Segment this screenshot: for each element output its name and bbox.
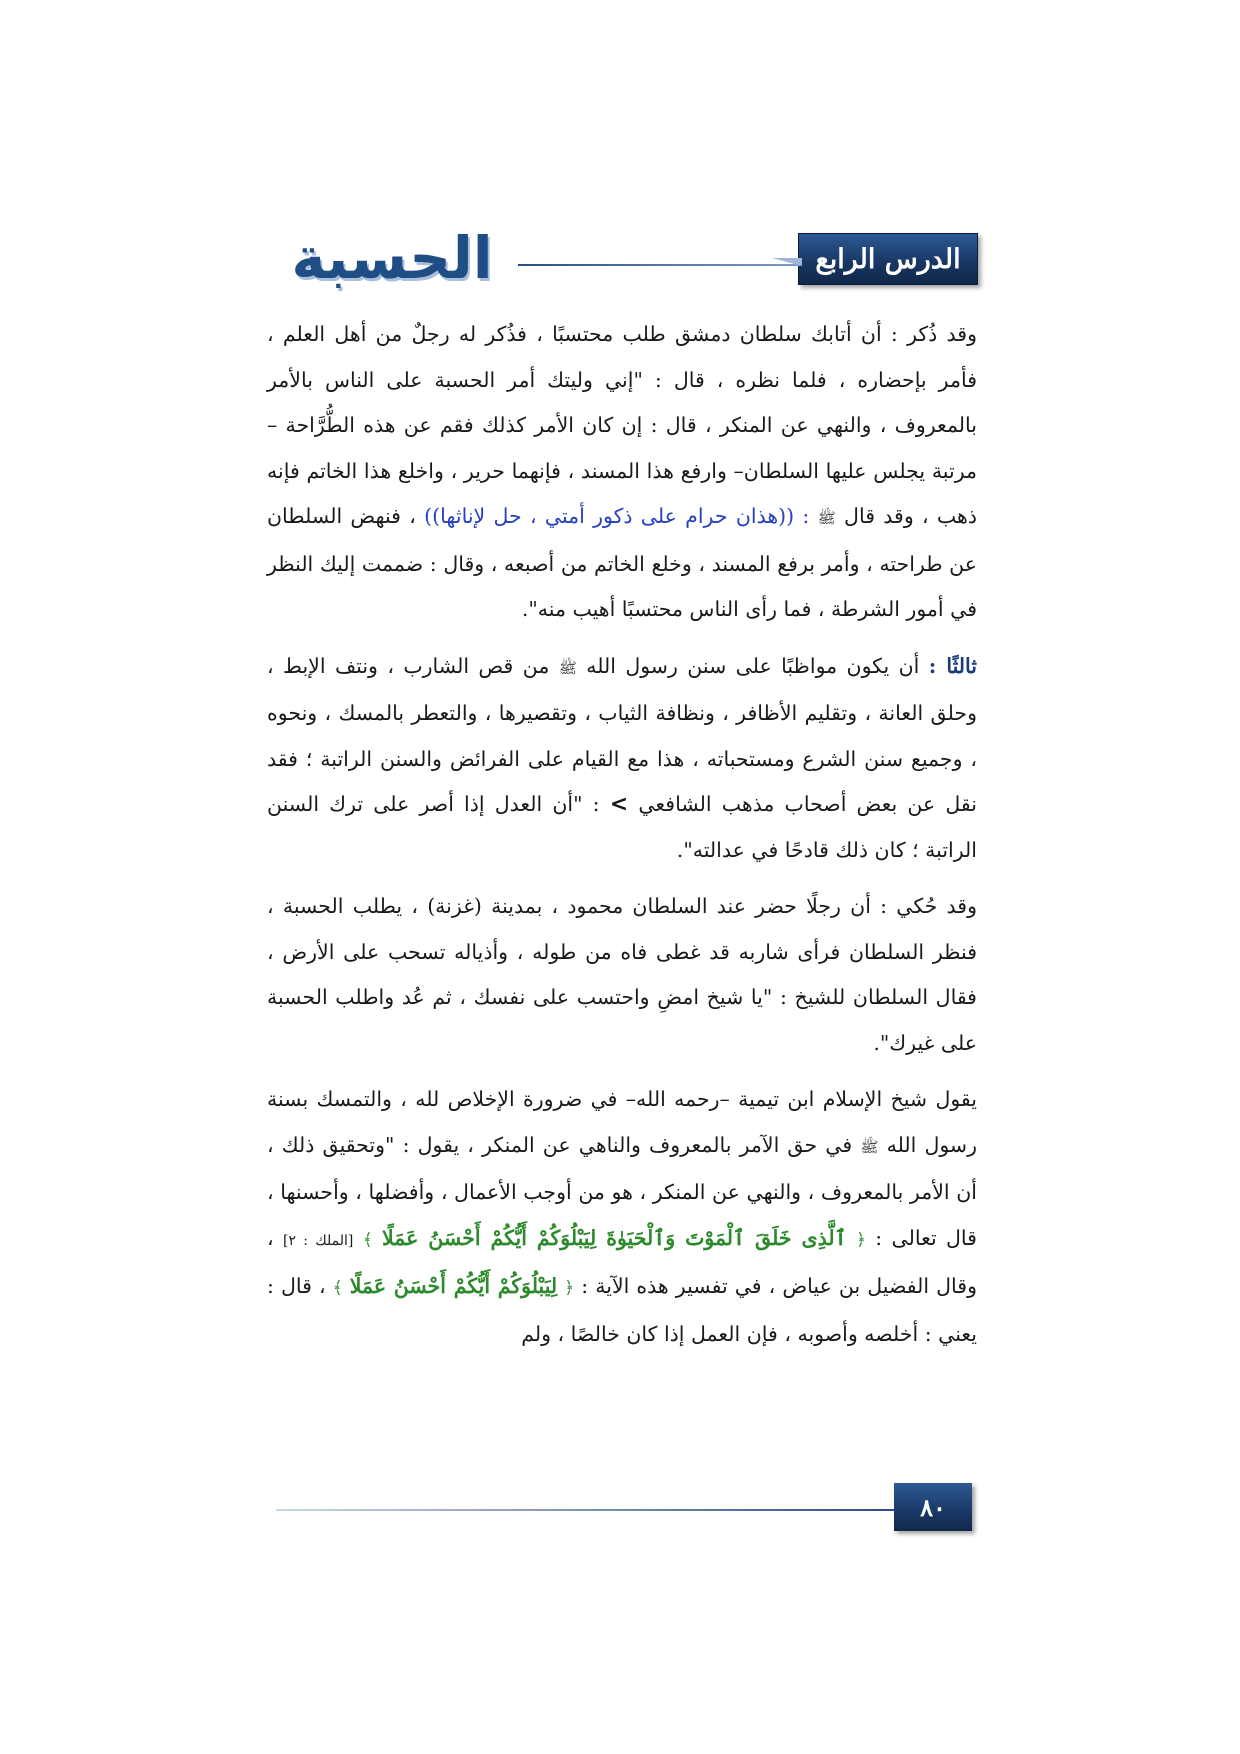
p2-text-1: أن يكون مواظبًا على سنن رسول الله bbox=[586, 653, 920, 678]
salawat-symbol: ﷺ bbox=[817, 509, 836, 527]
document-body bbox=[267, 312, 977, 1357]
p1-text-before: وقد ذُكر : أن أتابك سلطان دمشق طلب محتسبًا ، فذُكر له رجلٌ من أهل العلم ، فأمر بإحضاره ، فلما نظره ، قال : "إني وليتك أمر الحسبة على الناس بالأمر بالمعروف ، والنهي عن المنكر ، قال : إن كان الأمر كذلك فقم عن هذه الطُّرَّاحة –مرتبة يجلس عليها السلطان– وارفع هذا المسند ، فإنهما حرير ، واخلع هذا الخاتم فإنه ذهب ، وقد قال bbox=[267, 322, 977, 528]
p2-text-3: : "أن العدل إذا أصر على ترك السنن الراتبة ؛ كان ذلك قادحًا في عدالته". bbox=[267, 792, 977, 862]
p3-text: وقد حُكي : أن رجلًا حضر عند السلطان محمود ، بمدينة (غزنة) ، يطلب الحسبة ، فنظر السلطان فرأى شاربه قد غطى فاه من طوله ، وأذياله تسحب على الأرض ، فقال السلطان للشيخ : "يا شيخ امضِ واحتسب على نفسك ، ثم عُد واطلب الحسبة على غيرك". bbox=[267, 894, 977, 1055]
p1-text-after: ، فنهض السلطان عن طراحته ، وأمر برفع المسند ، وخلع الخاتم من أصبعه ، وقال : ضممت إليك النظر في أمور الشرطة ، فما رأى الناس محتسبًا أهيب منه". bbox=[267, 504, 977, 621]
quran-bracket-close: ﴾ bbox=[362, 1229, 373, 1250]
quran-bracket-open: ﴿ bbox=[855, 1229, 866, 1250]
quran-bracket-close: ﴾ bbox=[332, 1278, 343, 1298]
p4-text-2: في حق الآمر بالمعروف والناهي عن المنكر ، يقول : "وتحقيق ذلك ، أن الأمر بالمعروف ، والنهي عن المنكر ، هو من أوجب الأعمال ، وأفضلها ، وأحسنها ، قال تعالى : bbox=[267, 1132, 977, 1250]
footer-divider bbox=[276, 1509, 894, 1511]
quran-verse-2: لِيَبْلُوَكُمْ أَيُّكُمْ أَحْسَنُ عَمَلًا bbox=[349, 1274, 558, 1298]
p4-text-1: يقول شيخ الإسلام ابن تيمية –رحمه الله– في ضرورة الإخلاص لله ، والتمسك بسنة رسول الله bbox=[267, 1087, 978, 1157]
paragraph-thirdly bbox=[267, 644, 977, 874]
page-number: ٨٠ bbox=[894, 1483, 972, 1531]
p2-text-2: من قص الشارب ، ونتف الإبط ، وحلق العانة ، وتقليم الأظافر ، ونظافة الثياب ، وتقصيرها ، والتعطر بالمسك ، ونحوه ، وجميع سنن الشرع ومستحباته ، هذا مع القيام على الفرائض والسنن الراتبة ؛ فقد نقل عن بعض أصحاب مذهب الشافعي bbox=[267, 653, 977, 816]
lesson-badge: الدرس الرابع bbox=[798, 233, 978, 285]
quran-bracket-open: ﴿ bbox=[564, 1278, 575, 1298]
point-lead-label: ثالثًا : bbox=[928, 653, 977, 678]
paragraph-atabek bbox=[267, 312, 977, 633]
header-divider bbox=[518, 264, 800, 266]
paragraph-ibn-taymiyyah bbox=[267, 1077, 977, 1357]
paragraph-sultan-mahmud bbox=[267, 884, 977, 1066]
p4-text-3: ، وقال الفضيل بن عياض ، في تفسير هذه الآية : bbox=[267, 1225, 977, 1298]
page-header bbox=[270, 224, 978, 292]
rahimahullah-symbol: > bbox=[609, 792, 629, 817]
quran-verse-1: ٱلَّذِى خَلَقَ ٱلْمَوْتَ وَٱلْحَيَوٰةَ لِيَبْلُوَكُمْ أَيُّكُمْ أَحْسَنُ عَمَلًا bbox=[382, 1225, 847, 1250]
p4-text-4: ، قال : يعني : أخلصه وأصوبه ، فإن العمل إذا كان خالصًا ، ولم bbox=[267, 1274, 977, 1346]
page-footer bbox=[276, 1483, 972, 1535]
hadith-quote: : ((هذان حرام على ذكور أمتي ، حل لإناثها)) bbox=[424, 504, 810, 528]
verse-reference: [الملك : ٢] bbox=[282, 1232, 354, 1249]
page-title: الحسبة bbox=[291, 224, 493, 292]
salawat-symbol: ﷺ bbox=[558, 658, 577, 677]
salawat-symbol: ﷺ bbox=[860, 1137, 879, 1156]
